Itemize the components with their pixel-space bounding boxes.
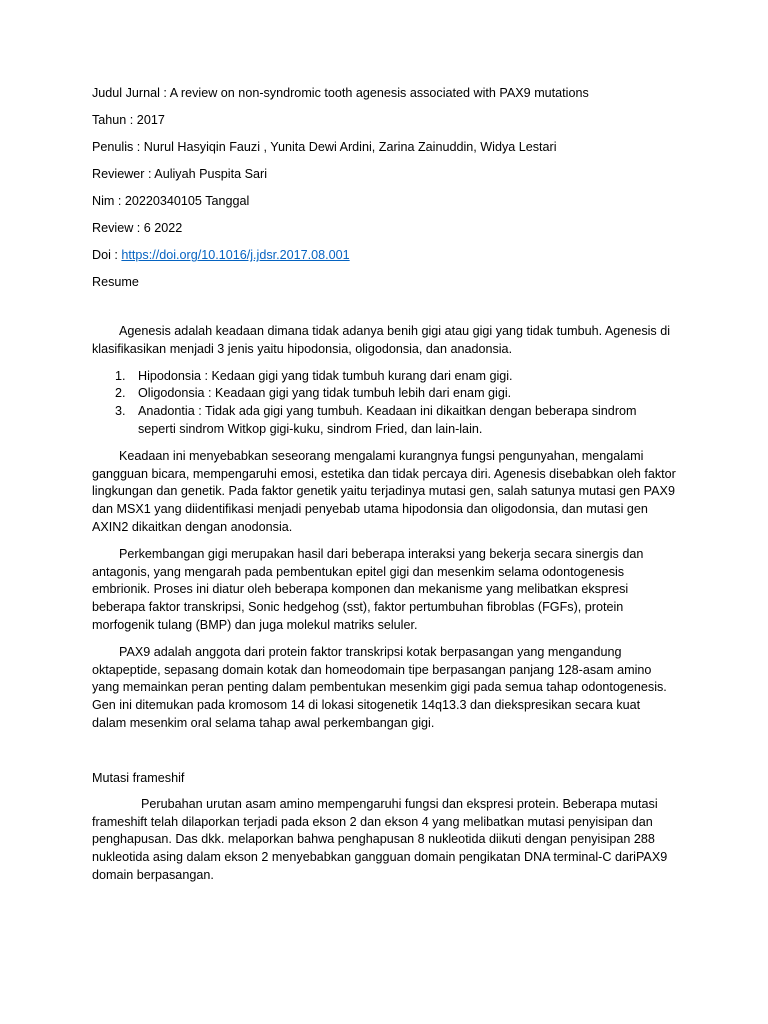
authors: Penulis : Nurul Hasyiqin Fauzi , Yunita Dewi Ardini, Zarina Zainuddin, Widya Lestari bbox=[92, 140, 557, 154]
resume-heading: Resume bbox=[92, 275, 139, 289]
doi-link[interactable]: https://doi.org/10.1016/j.jdsr.2017.08.001 bbox=[121, 248, 350, 262]
list-number: 1. bbox=[115, 368, 126, 383]
document-page bbox=[92, 84, 676, 894]
intro-paragraph: Agenesis adalah keadaan dimana tidak adanya benih gigi atau gigi yang tidak tumbuh. Agenesis di klasifikasikan menjadi 3 jenis yaitu hipodonsia, oligodonsia, dan anadonsia. bbox=[92, 324, 671, 356]
review-date: Review : 6 2022 bbox=[92, 221, 183, 235]
reviewer: Reviewer : Auliyah Puspita Sari bbox=[92, 167, 267, 181]
doi-line bbox=[92, 246, 676, 264]
section-paragraph: Perubahan urutan asam amino mempengaruhi fungsi dan ekspresi protein. Beberapa mutasi frameshift telah dilaporkan terjadi pada ekson 2 dan ekson 4 yang melibatkan mutasi penyisipan dan penghapusan. Das dkk. melaporkan bahwa penghapusan 8 nukleotida diikuti dengan penyisipan 288 nukleotida asing dalam ekson 2 menyebabkan gangguan domain pengikatan DNA terminal-C dariPAX9 domain berpasangan. bbox=[92, 796, 668, 882]
list-text: Oligodonsia : Keadaan gigi yang tidak tumbuh lebih dari enam gigi. bbox=[138, 386, 512, 401]
year: Tahun : 2017 bbox=[92, 113, 165, 127]
list-item bbox=[92, 385, 676, 403]
section-heading: Mutasi frameshif bbox=[92, 770, 185, 785]
doi-label: Doi : bbox=[92, 248, 118, 262]
student-id: Nim : 20220340105 Tanggal bbox=[92, 194, 250, 208]
list-item bbox=[92, 403, 676, 439]
list-item bbox=[92, 368, 676, 386]
list-number: 2. bbox=[115, 386, 126, 401]
agenesis-type-list bbox=[92, 368, 676, 439]
list-number: 3. bbox=[115, 404, 126, 419]
body-paragraph: PAX9 adalah anggota dari protein faktor transkripsi kotak berpasangan yang mengandung oktapeptide, sepasang domain kotak dan homeodomain tipe berpasangan panjang 128-asam amino yang memainkan peran penting dalam pembentukan mesenkim gigi pada semua tahap odontogenesis. Gen ini ditemukan pada kromosom 14 di lokasi sitogenetik 14q13.3 dan diekspresikan secara kuat dalam mesenkim oral selama tahap awal perkembangan gigi. bbox=[92, 644, 667, 730]
list-text: Anadontia : Tidak ada gigi yang tumbuh. Keadaan ini dikaitkan dengan beberapa sindrom seperti sindrom Witkop gigi-kuku, sindrom Fried, dan lain-lain. bbox=[138, 404, 637, 436]
journal-title: Judul Jurnal : A review on non-syndromic tooth agenesis associated with PAX9 mutations bbox=[92, 86, 589, 100]
body-paragraph: Keadaan ini menyebabkan seseorang mengalami kurangnya fungsi pengunyahan, mengalami gangguan bicara, mempengaruhi emosi, estetika dan tidak percaya diri. Agenesis disebabkan oleh faktor lingkungan dan genetik. Pada faktor genetik yaitu terjadinya mutasi gen, salah satunya mutasi gen PAX9 dan MSX1 yang diidentifikasi menjadi penyebab utama hipodonsia dan oligodonsia, dan mutasi gen AXIN2 dikaitkan dengan anodonsia. bbox=[92, 448, 676, 534]
list-text: Hipodonsia : Kedaan gigi yang tidak tumbuh kurang dari enam gigi. bbox=[138, 368, 513, 383]
body-paragraph: Perkembangan gigi merupakan hasil dari beberapa interaksi yang bekerja secara sinergis dan antagonis, yang mengarah pada pembentukan epitel gigi dan mesenkim selama odontogenesis embrionik. Proses ini diatur oleh beberapa komponen dan mekanisme yang melibatkan ekspresi beberapa faktor transkripsi, Sonic hedgehog (sst), faktor pertumbuhan fibroblas (FGFs), protein morfogenik tulang (BMP) dan juga molekul matriks seluler. bbox=[92, 546, 644, 632]
